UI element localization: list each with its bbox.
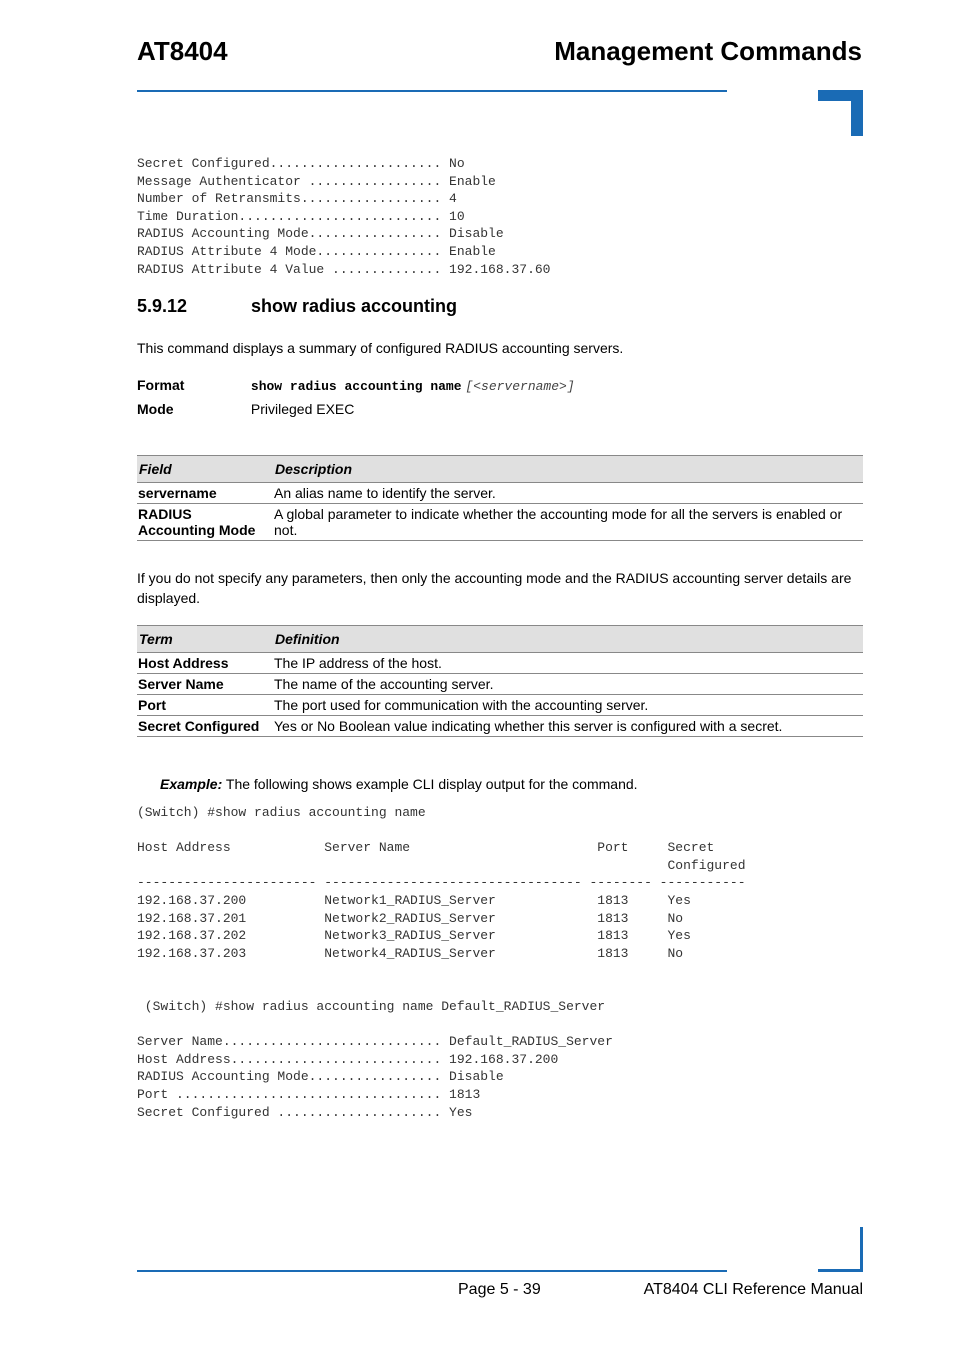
table-header-cell: Definition [273,626,863,653]
header-rule [137,90,727,92]
term-definition: Yes or No Boolean value indicating whether this server is configured with a secret. [273,716,863,737]
cli-line: Configured [137,857,746,873]
note-paragraph: If you do not specify any parameters, then only the accounting mode and the RADIUS accounting server details are displayed. [137,570,852,606]
format-label: Format [137,377,185,393]
table-row [137,483,863,504]
table-row [137,716,863,737]
term-table [137,625,863,737]
table-header-cell: Term [137,626,273,653]
cli-line: RADIUS Accounting Mode................. Disable [137,1069,504,1085]
cli-line: RADIUS Accounting Mode................. Disable [137,226,504,242]
table-header-row [137,626,863,653]
header-corner-vertical [851,90,863,136]
footer-corner-horizontal [818,1269,863,1272]
example-text: The following shows example CLI display output for the command. [225,776,638,792]
cli-line: (Switch) #show radius accounting name Default_RADIUS_Server [137,999,606,1014]
table-row [137,674,863,695]
cli-line: Secret Configured ..................... Yes [137,1104,473,1120]
footer-corner-vertical [860,1227,863,1272]
top-cli-output [137,155,550,278]
manual-title: AT8404 CLI Reference Manual [643,1281,863,1298]
mode-row [137,401,354,417]
cli-line: 192.168.37.202 Network3_RADIUS_Server 1813 Yes [137,928,691,944]
cli-line: Message Authenticator ................. Enable [137,173,496,189]
cli-line: Host Address Server Name Port Secret [137,840,715,856]
cli-line: Number of Retransmits.................. 4 [137,191,457,207]
table-row [137,653,863,674]
section-heading [137,296,457,317]
term-name: Server Name [137,674,273,695]
cli-line: RADIUS Attribute 4 Value .............. 192.168.37.60 [137,261,551,277]
table-header-row [137,456,863,483]
term-name: Port [137,695,273,716]
term-name: Secret Configured [137,716,273,737]
cli-line: 192.168.37.203 Network4_RADIUS_Server 1813 No [137,945,684,961]
format-argument: [<servername>] [465,379,575,394]
cli-line: RADIUS Attribute 4 Mode................ Enable [137,243,496,259]
header-product: AT8404 [137,36,228,66]
footer-rule [137,1270,727,1272]
table-header-cell: Description [273,456,863,483]
cli-line: Time Duration.......................... 10 [137,208,465,224]
term-definition: The port used for communication with the accounting server. [273,695,863,716]
field-description: A global parameter to indicate whether the accounting mode for all the servers is enabled or not. [273,504,863,541]
cli-line: 192.168.37.201 Network2_RADIUS_Server 1813 No [137,910,684,926]
field-name: servername [137,483,273,504]
field-name: RADIUS Accounting Mode [137,504,273,541]
example-label: Example: [160,776,223,792]
section-intro: This command displays a summary of configured RADIUS accounting servers. [137,340,624,356]
cli-line: ----------------------- --------------------------------- -------- ----------- [137,875,746,891]
cli-output-detail [137,998,613,1121]
example-line [160,776,638,792]
table-row [137,695,863,716]
table-header-cell: Field [137,456,273,483]
cli-line: Port .................................. 1813 [137,1086,481,1102]
page-number: Page 5 - 39 [458,1281,541,1298]
cli-line: 192.168.37.200 Network1_RADIUS_Server 1813 Yes [137,892,691,908]
field-description: An alias name to identify the server. [273,483,863,504]
section-title: show radius accounting [251,296,458,316]
cli-line: Host Address........................... 192.168.37.200 [137,1051,559,1067]
mode-label: Mode [137,401,174,417]
format-row [137,377,575,394]
cli-line: Server Name............................ Default_RADIUS_Server [137,1034,613,1050]
section-number: 5.9.12 [137,296,188,316]
cli-line: Secret Configured...................... No [137,156,465,171]
term-name: Host Address [137,653,273,674]
header-chapter: Management Commands [554,36,862,66]
format-command: show radius accounting name [250,379,462,394]
mode-value: Privileged EXEC [250,401,355,417]
term-definition: The name of the accounting server. [273,674,863,695]
cli-line: (Switch) #show radius accounting name [137,805,426,820]
field-table [137,455,863,541]
table-row [137,504,863,541]
cli-output-list [137,804,746,962]
term-definition: The IP address of the host. [273,653,863,674]
